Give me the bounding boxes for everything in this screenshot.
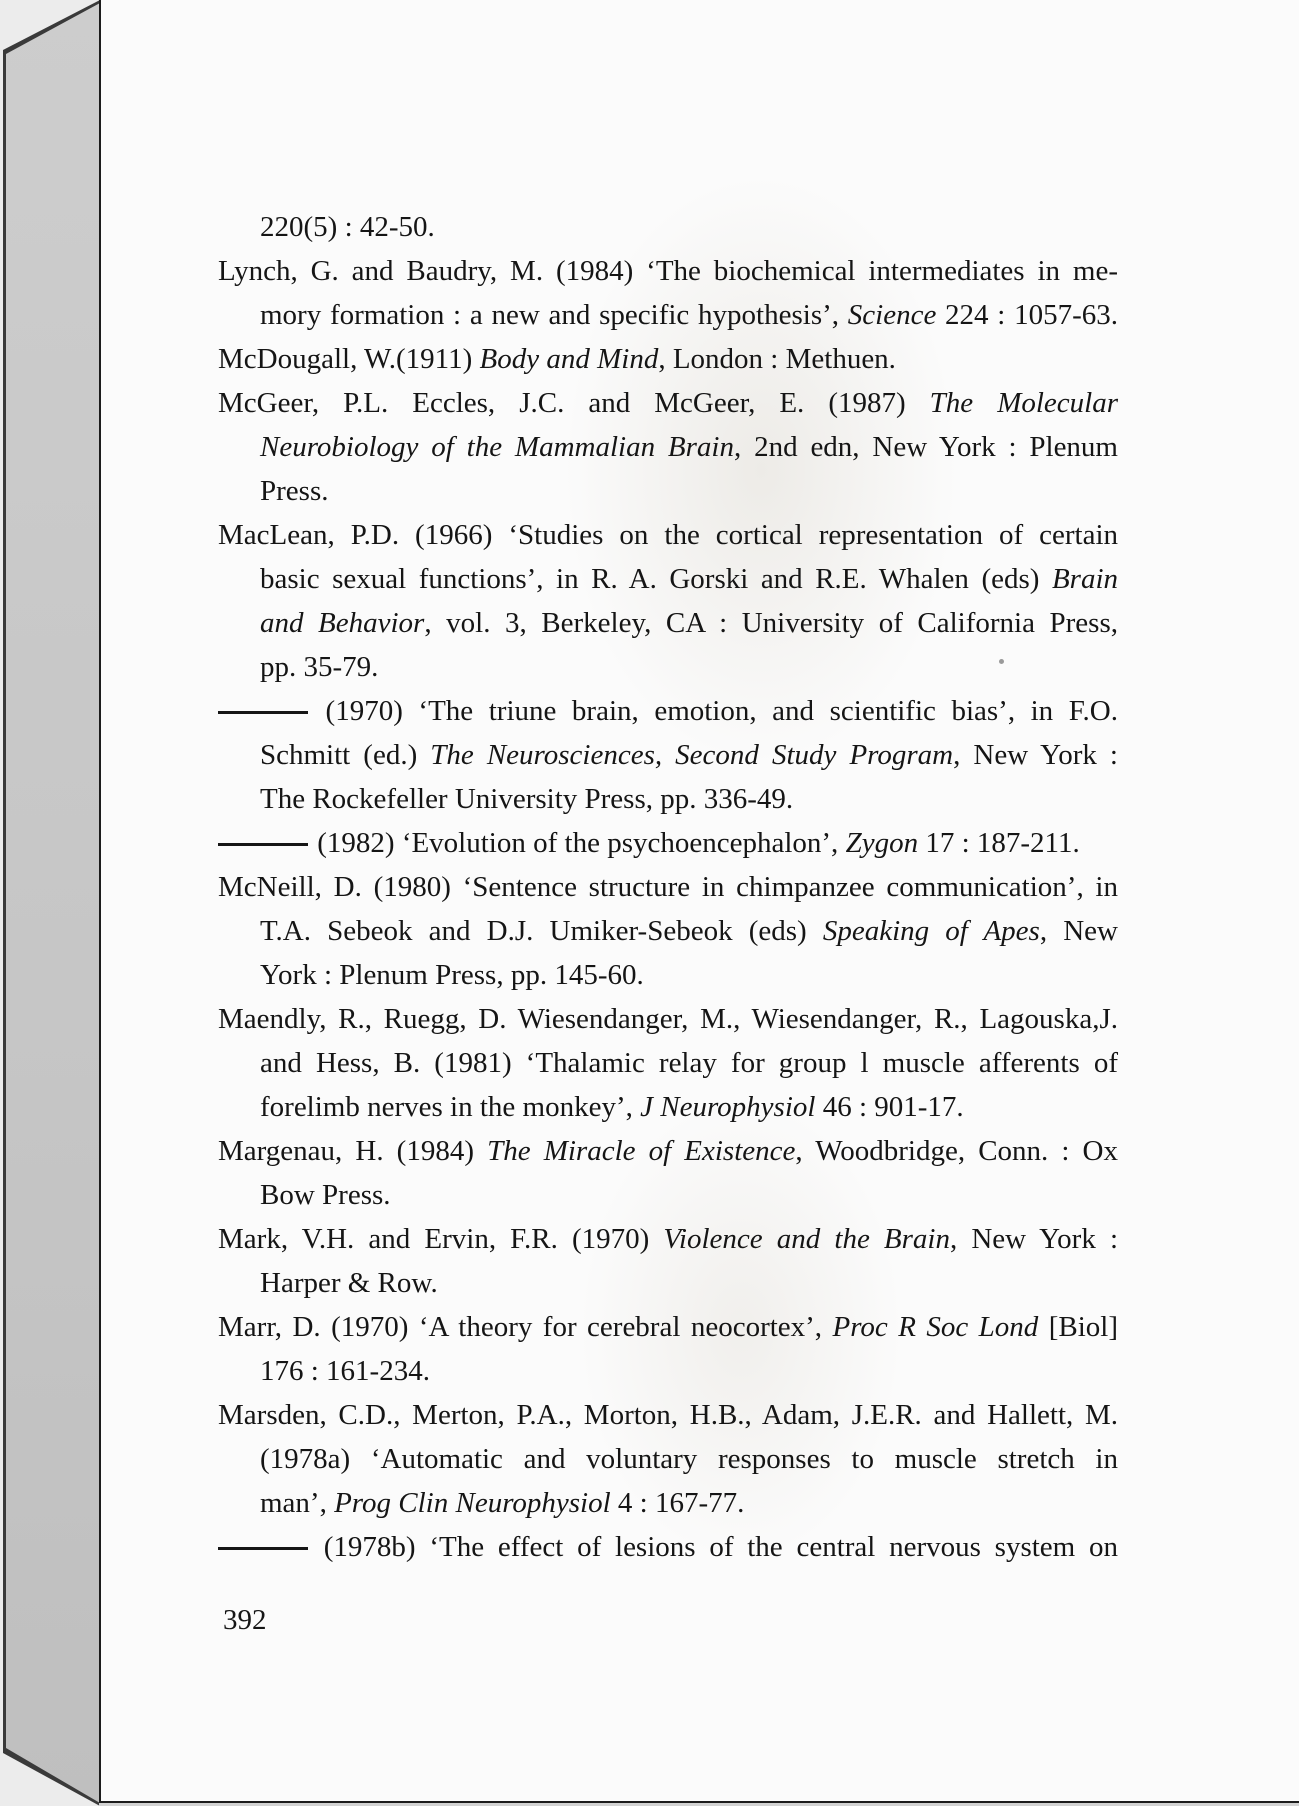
- reference-line: [218, 1041, 1118, 1085]
- book-page: [99, 0, 1299, 1803]
- reference-title-italic: Brain: [1051, 563, 1118, 595]
- reference-title-italic: Violence and the Brain: [663, 1223, 950, 1255]
- reference-text: Marr, D. (1970) ‘A theory for cerebral neocortex’,: [218, 1311, 833, 1343]
- reference-text: Margenau, H. (1984): [218, 1135, 488, 1167]
- reference-line: [218, 689, 1118, 733]
- reference-text: McGeer, P.L. Eccles, J.C. and McGeer, E. (1987): [218, 387, 930, 419]
- reference-line: [218, 1129, 1118, 1173]
- reference-text: 224 : 1057-63.: [936, 299, 1119, 331]
- reference-title-italic: Body and Mind: [479, 343, 659, 375]
- reference-line: [218, 1085, 1118, 1129]
- reference-text: Press.: [260, 475, 329, 507]
- reference-text: Harper & Row.: [260, 1267, 438, 1299]
- reference-line: [218, 733, 1118, 777]
- reference-title-italic: Prog Clin Neurophysiol: [334, 1487, 611, 1519]
- reference-text: York : Plenum Press, pp. 145-60.: [260, 959, 644, 991]
- reference-text: MacLean, P.D. (1966) ‘Studies on the cortical representation of certain: [218, 519, 1118, 551]
- reference-line: [218, 1525, 1118, 1569]
- reference-text: [Biol]: [1038, 1311, 1118, 1343]
- reference-line: [218, 1173, 1118, 1217]
- reference-text: McDougall, W.(1911): [218, 343, 480, 375]
- reference-line: [218, 1349, 1118, 1393]
- reference-line: [218, 601, 1118, 645]
- book-page-edge: [0, 0, 100, 1806]
- reference-text: McNeill, D. (1980) ‘Sentence structure in chimpanzee communication’, in: [218, 871, 1118, 903]
- page-number: 392: [223, 1604, 267, 1636]
- reference-line: [218, 645, 1118, 689]
- reference-title-italic: The Molecular: [929, 387, 1118, 419]
- reference-title-italic: and Behavior: [260, 607, 425, 639]
- reference-text: Lynch, G. and Baudry, M. (1984) ‘The biochemical intermediates in me-: [218, 255, 1118, 287]
- reference-line: [218, 293, 1118, 337]
- reference-text: Mark, V.H. and Ervin, F.R. (1970): [218, 1223, 664, 1255]
- reference-title-italic: J Neurophysiol: [640, 1091, 816, 1123]
- reference-line: [218, 249, 1118, 293]
- repeat-author-dash: [218, 843, 308, 846]
- reference-line: [218, 865, 1118, 909]
- reference-text: 46 : 901-17.: [815, 1091, 964, 1123]
- reference-line: [218, 513, 1118, 557]
- reference-line: [218, 777, 1118, 821]
- reference-line: [218, 1261, 1118, 1305]
- reference-title-italic: Science: [847, 299, 937, 331]
- reference-title-italic: The Neurosciences, Second Study Program: [430, 739, 954, 771]
- reference-text: 4 : 167-77.: [610, 1487, 745, 1519]
- reference-text: and Hess, B. (1981) ‘Thalamic relay for group l muscle afferents of: [260, 1047, 1118, 1079]
- reference-text: , New York :: [949, 1223, 1119, 1255]
- reference-line: [218, 909, 1118, 953]
- references-list: [218, 205, 1118, 1569]
- reference-title-italic: Speaking of Apes: [822, 915, 1040, 947]
- reference-line: [218, 1393, 1118, 1437]
- reference-text: , 2nd edn, New York : Plenum: [734, 431, 1118, 463]
- reference-text: , London : Methuen.: [658, 343, 896, 375]
- reference-text: 17 : 187-211.: [918, 827, 1080, 859]
- reference-title-italic: The Miracle of Existence: [487, 1135, 796, 1167]
- reference-text: , Woodbridge, Conn. : Ox: [795, 1135, 1118, 1167]
- reference-text: (1978b) ‘The effect of lesions of the central nervous system on: [310, 1531, 1118, 1563]
- reference-line: [218, 821, 1118, 865]
- reference-text: T.A. Sebeok and D.J. Umiker-Sebeok (eds): [260, 915, 823, 947]
- reference-text: pp. 35-79.: [260, 651, 379, 683]
- reference-line: [218, 1217, 1118, 1261]
- reference-line: [218, 953, 1118, 997]
- reference-text: Schmitt (ed.): [260, 739, 431, 771]
- reference-text: basic sexual functions’, in R. A. Gorski and R.E. Whalen (eds): [260, 563, 1052, 595]
- reference-text: , New: [1039, 915, 1118, 947]
- reference-text: (1982) ‘Evolution of the psychoencephalon’,: [310, 827, 846, 859]
- reference-text: The Rockefeller University Press, pp. 336-49.: [260, 783, 794, 815]
- reference-line: [218, 425, 1118, 469]
- reference-text: forelimb nerves in the monkey’,: [260, 1091, 641, 1123]
- reference-line: [218, 1305, 1118, 1349]
- reference-text: 176 : 161-234.: [260, 1355, 430, 1387]
- reference-line: [218, 997, 1118, 1041]
- reference-line: [218, 1481, 1118, 1525]
- reference-line: [218, 1437, 1118, 1481]
- reference-text: mory formation : a new and specific hypothesis’,: [260, 299, 848, 331]
- reference-title-italic: Zygon: [845, 827, 919, 859]
- reference-text: (1970) ‘The triune brain, emotion, and scientific bias’, in F.O.: [310, 695, 1118, 727]
- repeat-author-dash: [218, 711, 308, 714]
- reference-line: [218, 557, 1118, 601]
- reference-text: Maendly, R., Ruegg, D. Wiesendanger, M., Wiesendanger, R., Lagouska,J.: [218, 1003, 1118, 1035]
- reference-text: Marsden, C.D., Merton, P.A., Morton, H.B., Adam, J.E.R. and Hallett, M.: [218, 1399, 1118, 1431]
- reference-text: man’,: [260, 1487, 335, 1519]
- reference-text: Bow Press.: [260, 1179, 391, 1211]
- scan-speck: [999, 659, 1004, 664]
- reference-text: , vol. 3, Berkeley, CA : University of California Press,: [424, 607, 1118, 639]
- repeat-author-dash: [218, 1547, 308, 1550]
- reference-title-italic: Proc R Soc Lond: [832, 1311, 1039, 1343]
- reference-text: , New York :: [953, 739, 1118, 771]
- reference-text: (1978a) ‘Automatic and voluntary responses to muscle stretch in: [260, 1443, 1118, 1475]
- reference-line: [218, 337, 1118, 381]
- reference-line: [218, 469, 1118, 513]
- reference-title-italic: Neurobiology of the Mammalian Brain: [260, 431, 734, 463]
- reference-line: [218, 381, 1118, 425]
- reference-text: 220(5) : 42-50.: [260, 211, 435, 243]
- reference-line: [218, 205, 1118, 249]
